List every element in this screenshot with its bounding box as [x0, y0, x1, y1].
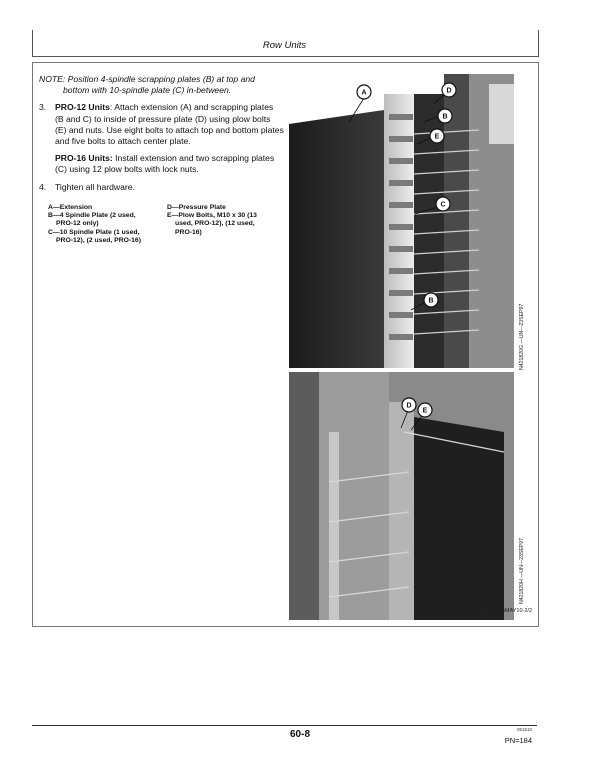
- legend-item: used, PRO-12), (12 used,: [175, 220, 255, 228]
- section-title: Row Units: [262, 40, 307, 51]
- legend-item: E—Plow Bolts, M10 x 30 (13: [167, 212, 257, 220]
- step-3-pro16: [39, 153, 284, 175]
- row-unit-photo-1: [289, 74, 514, 368]
- legend-item: PRO-16): [175, 228, 202, 236]
- instruction-text: [39, 74, 284, 199]
- figure-2-code: N421820H —UN—23SEP97: [519, 537, 525, 604]
- step-3: [39, 102, 284, 147]
- page-number: 60-8: [289, 729, 310, 740]
- callout-b-lower-label: B: [428, 297, 434, 305]
- step-3-heading: PRO-12 Units: [55, 102, 110, 113]
- legend-item: D—Pressure Plate: [167, 204, 226, 211]
- pro16-text: Install extension and two scrapping plates (C) using 12 plow bolts with lock nuts.: [55, 153, 275, 175]
- callout-b-label: B: [442, 113, 448, 121]
- callout-e-fig2-label: E: [422, 407, 428, 415]
- pro16-heading: PRO-16 Units:: [55, 153, 113, 164]
- row-unit-photo-2-drawing: [289, 372, 514, 620]
- document-reference: DP89996,0000404 -19-05MAY10-2/2: [441, 608, 532, 614]
- callout-c-label: C: [440, 201, 446, 209]
- legend-item: C—10 Spindle Plate (1 used,: [48, 228, 140, 236]
- callout-e-label: E: [434, 133, 440, 141]
- row-unit-photo-2: [289, 372, 514, 620]
- note-line-1: NOTE: Position 4-spindle scrapping plates (B) at top and: [39, 74, 255, 84]
- legend-item: A—Extension: [48, 204, 93, 211]
- note-line-2: bottom with 10-spindle plate (C) in-between.: [63, 85, 232, 96]
- legend-item: PRO-12), (2 used, PRO-16): [56, 236, 141, 244]
- callout-a-label: A: [361, 89, 367, 97]
- callout-d-fig2-label: D: [406, 402, 412, 410]
- step-4: [39, 182, 284, 193]
- step-3-text: : Attach extension (A) and scrapping plates (B and C) to inside of pressure plate (D) using plow bolts (E) and nuts. Use eight bolts to attach top and bottom plates and five bolts to attach center plate.: [55, 102, 284, 147]
- note: [39, 74, 284, 96]
- legend-item: B—4 Spindle Plate (2 used,: [48, 212, 136, 220]
- step-4-number: 4.: [39, 181, 47, 192]
- step-4-text: Tighten all hardware.: [55, 181, 135, 192]
- pn-number: PN=184: [504, 736, 532, 745]
- legend-right: [167, 204, 257, 237]
- figure-1-code: N421820G —UN—23SEP97: [519, 303, 525, 370]
- row-unit-photo-1-drawing: [289, 74, 514, 368]
- callout-d-label: D: [446, 87, 452, 95]
- legend-item: PRO-12 only): [56, 220, 99, 228]
- print-date: 051510: [516, 727, 532, 732]
- legend-left: [48, 204, 141, 245]
- footer-rule: [32, 725, 537, 726]
- step-3-number: 3.: [39, 102, 47, 113]
